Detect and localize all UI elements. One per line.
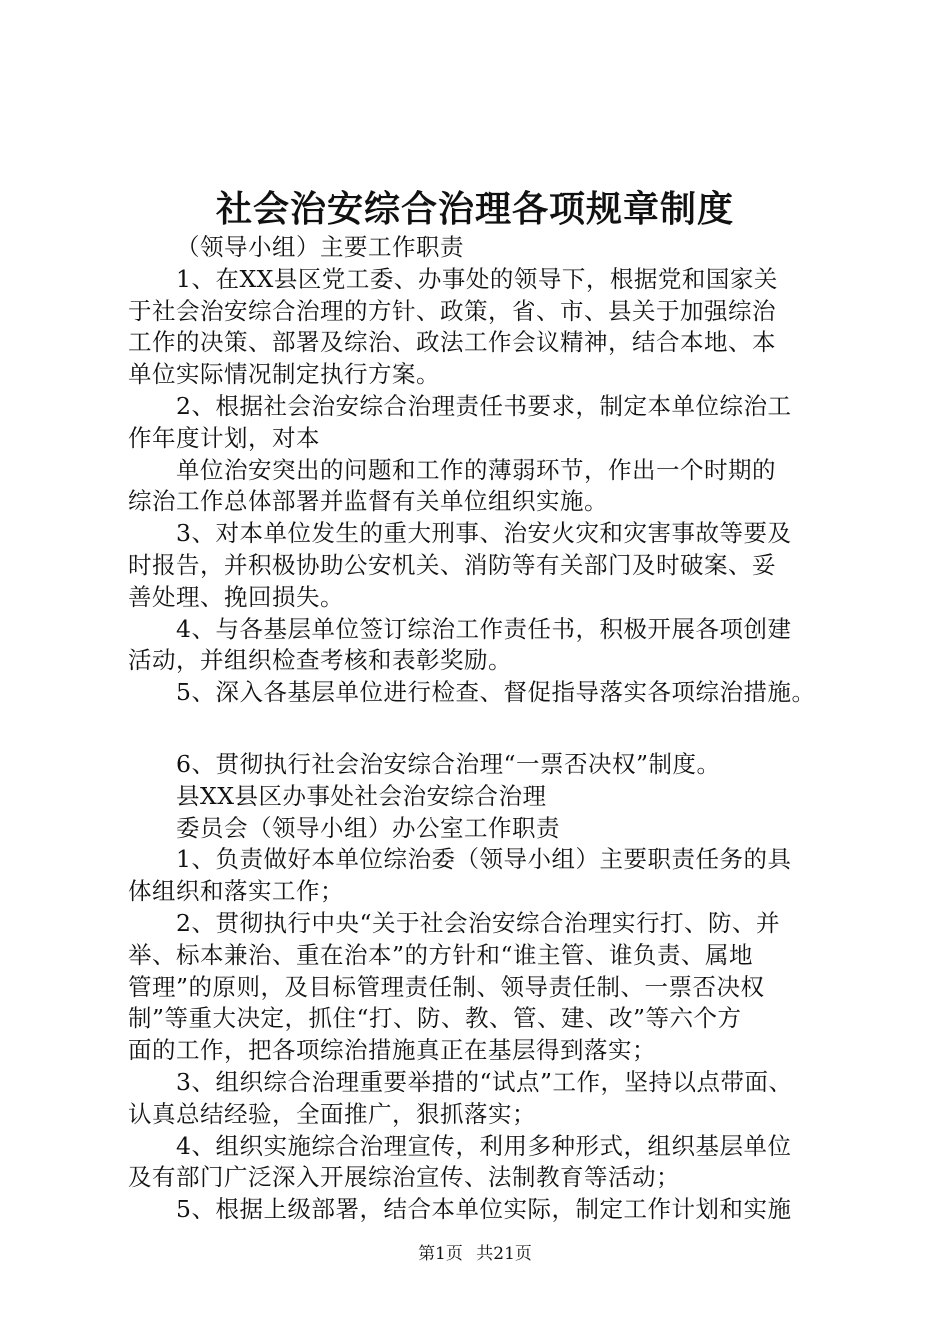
text-line: 善处理、挽回损失。 <box>128 582 344 611</box>
text-line: 体组织和落实工作； <box>128 877 344 906</box>
text-line: 6、贯彻执行社会治安综合治理“一票否决权”制度。 <box>176 749 721 778</box>
text-line: 3、对本单位发生的重大刑事、治安火灾和灾害事故等要及 <box>176 519 792 548</box>
text-line: 综治工作总体部署并监督有关单位组织实施。 <box>128 487 608 516</box>
text-line: 2、贯彻执行中央“关于社会治安综合治理实行打、防、并 <box>176 908 780 937</box>
text-line: 认真总结经验，全面推广，狠抓落实； <box>128 1099 536 1128</box>
text-line: 制”等重大决定，抓住“打、防、教、管、建、改”等六个方 <box>128 1004 742 1033</box>
page-footer <box>0 1241 950 1267</box>
text-line: 作年度计划，对本 <box>128 423 320 452</box>
text-line: 面的工作，把各项综治措施真正在基层得到落实； <box>128 1036 656 1065</box>
text-line <box>128 709 858 749</box>
text-line: 单位治安突出的问题和工作的薄弱环节，作出一个时期的 <box>176 455 776 484</box>
text-line: 管理”的原则，及目标管理责任制、领导责任制、一票否决权 <box>128 972 765 1001</box>
text-line: 单位实际情况制定执行方案。 <box>128 360 440 389</box>
text-line: 及有部门广泛深入开展综治宣传、法制教育等活动； <box>128 1163 680 1192</box>
text-line: 3、组织综合治理重要举措的“试点”工作，坚持以点带面、 <box>176 1067 793 1096</box>
text-line: 4、与各基层单位签订综治工作责任书，积极开展各项创建 <box>176 614 792 643</box>
text-line: 活动，并组织检查考核和表彰奖励。 <box>128 646 512 675</box>
page-total: 共21页 <box>476 1244 532 1264</box>
text-line: 1、在XX县区党工委、办事处的领导下，根据党和国家关 <box>176 264 778 293</box>
text-line: 工作的决策、部署及综治、政法工作会议精神，结合本地、本 <box>128 328 776 357</box>
text-line: 1、负责做好本单位综治委（领导小组）主要职责任务的具 <box>176 845 792 874</box>
text-line: 委员会（领导小组）办公室工作职责 <box>176 813 560 842</box>
page-number: 第1页 <box>418 1244 463 1264</box>
text-line: 举、标本兼治、重在治本”的方针和“谁主管、谁负责、属地 <box>128 940 754 969</box>
text-line: 2、根据社会治安综合治理责任书要求，制定本单位综治工 <box>176 391 792 420</box>
text-line: 县XX县区办事处社会治安综合治理 <box>176 781 547 810</box>
text-line: 5、根据上级部署，结合本单位实际，制定工作计划和实施 <box>176 1195 792 1224</box>
document-body <box>128 232 858 1226</box>
text-line: 5、深入各基层单位进行检查、督促指导落实各项综治措施。 <box>176 678 816 707</box>
text-line: （领导小组）主要工作职责 <box>176 233 464 261</box>
text-line: 于社会治安综合治理的方针、政策，省、市、县关于加强综治 <box>128 296 776 325</box>
text-line: 时报告，并积极协助公安机关、消防等有关部门及时破案、妥 <box>128 550 776 579</box>
document-title: 社会治安综合治理各项规章制度 <box>215 188 734 230</box>
text-line: 4、组织实施综合治理宣传，利用多种形式，组织基层单位 <box>176 1131 792 1160</box>
